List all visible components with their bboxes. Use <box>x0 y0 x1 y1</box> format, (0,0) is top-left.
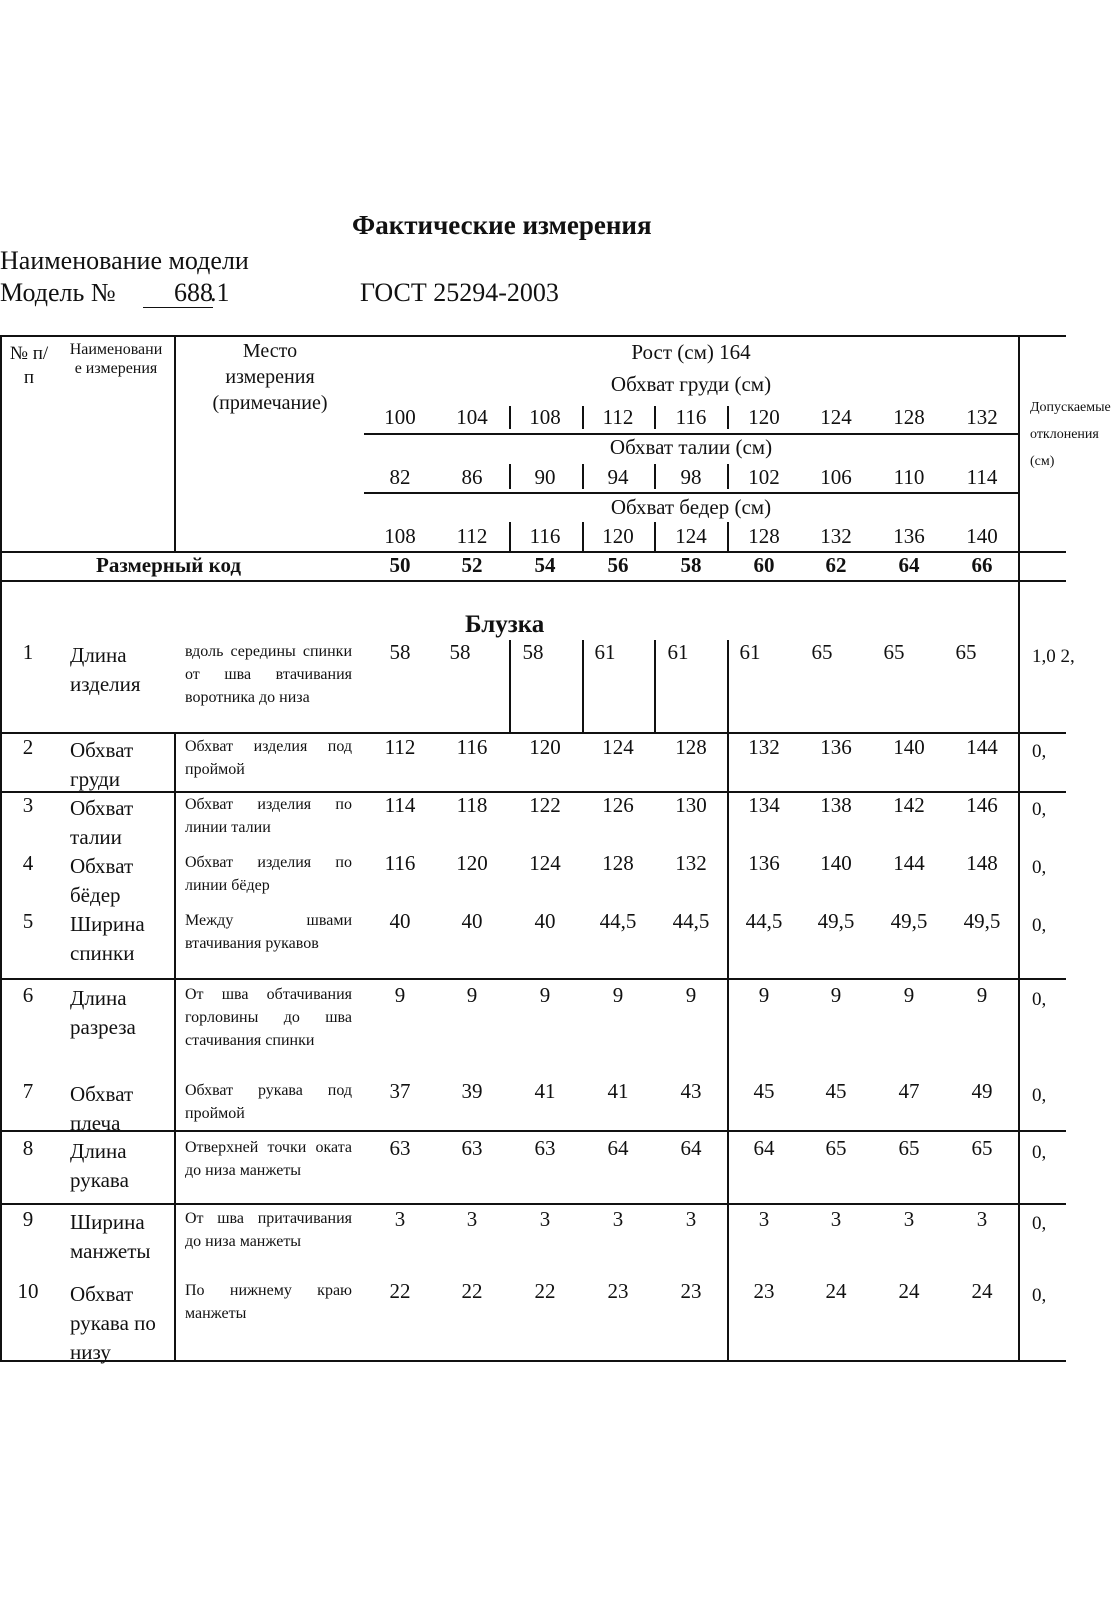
table-rule-row <box>0 1203 1066 1205</box>
measurement-place: вдоль середины спинки от шва втачивания воротника до низа <box>185 643 352 706</box>
size-separator <box>509 522 511 552</box>
measurement-value: 9 <box>394 983 406 1007</box>
measurement-place: Между швами втачивания рукавов <box>185 912 352 952</box>
measurement-tolerance: 0, <box>1032 1085 1047 1106</box>
model-label: Модель № <box>0 278 116 307</box>
measurement-value: 116 <box>456 735 488 759</box>
measurement-value: 128 <box>602 851 634 875</box>
measurement-name: Обхват груди <box>70 738 134 791</box>
measurement-value: 126 <box>602 793 634 817</box>
measurement-value: 134 <box>748 793 780 817</box>
measurement-value: 9 <box>612 983 624 1007</box>
measurement-value: 9 <box>830 983 842 1007</box>
measurement-value: 58 <box>389 640 411 664</box>
measurement-value: 3 <box>903 1207 915 1231</box>
measurement-value: 144 <box>966 735 998 759</box>
row-number: 8 <box>22 1136 34 1160</box>
waist-head: Обхват талии (см) <box>609 435 773 459</box>
size-separator <box>582 464 584 489</box>
measurement-value: 64 <box>680 1136 702 1160</box>
size-separator <box>654 406 656 429</box>
measurement-value: 144 <box>893 851 925 875</box>
row-number: 10 <box>17 1279 39 1303</box>
size-separator <box>727 522 729 552</box>
hips-size-value: 124 <box>675 524 707 548</box>
measurement-value: 45 <box>825 1079 847 1103</box>
row-number: 1 <box>22 640 34 664</box>
measurement-value: 43 <box>680 1079 702 1103</box>
measurement-place: Обхват изделия под проймой <box>185 738 352 778</box>
measurement-value: 65 <box>898 1136 920 1160</box>
size-code-value: 54 <box>534 553 556 577</box>
table-col-divider <box>1018 335 1020 1362</box>
measurement-value: 40 <box>534 909 556 933</box>
chest-head: Обхват груди (см) <box>610 372 772 396</box>
waist-size-value: 110 <box>893 465 925 489</box>
measurement-value: 24 <box>971 1279 993 1303</box>
measurement-name: Ширина манжеты <box>70 1210 151 1263</box>
measurement-name: Обхват талии <box>70 796 134 849</box>
hips-size-value: 128 <box>748 524 780 548</box>
row-number: 6 <box>22 983 34 1007</box>
waist-size-value: 86 <box>461 465 483 489</box>
size-code-value: 58 <box>680 553 702 577</box>
chest-size-value: 128 <box>893 405 925 429</box>
measurement-value: 65 <box>825 1136 847 1160</box>
measurement-value: 23 <box>680 1279 702 1303</box>
row-number: 5 <box>22 909 34 933</box>
hips-size-value: 132 <box>820 524 852 548</box>
size-separator <box>727 640 729 1360</box>
waist-size-value: 94 <box>607 465 629 489</box>
measurement-value: 44,5 <box>672 909 710 933</box>
measurement-value: 61 <box>667 640 689 664</box>
measurement-place: По нижнему краю манжеты <box>185 1282 352 1322</box>
measurement-value: 9 <box>466 983 478 1007</box>
measurement-tolerance: 0, <box>1032 989 1047 1010</box>
measurement-name: Ширина спинки <box>70 912 145 965</box>
measurement-value: 9 <box>685 983 697 1007</box>
measurement-value: 22 <box>461 1279 483 1303</box>
measurement-value: 124 <box>602 735 634 759</box>
measurement-value: 44,5 <box>745 909 783 933</box>
table-col-divider <box>174 732 176 1362</box>
row-number: 7 <box>22 1079 34 1103</box>
measurement-name: Обхват плеча <box>70 1082 134 1135</box>
measurement-value: 132 <box>675 851 707 875</box>
row-number: 9 <box>22 1207 34 1231</box>
chest-size-value: 100 <box>384 405 416 429</box>
measurement-value: 49,5 <box>963 909 1001 933</box>
measurement-tolerance: 0, <box>1032 799 1047 820</box>
size-separator <box>654 464 656 489</box>
tolerance-head: Допускаемые отклонения (см) <box>1030 400 1111 469</box>
measurement-value: 40 <box>389 909 411 933</box>
measurement-value: 63 <box>534 1136 556 1160</box>
size-code-value: 56 <box>607 553 629 577</box>
hips-size-value: 140 <box>966 524 998 548</box>
measurement-value: 132 <box>748 735 780 759</box>
chest-size-value: 116 <box>675 405 707 429</box>
measurement-value: 23 <box>753 1279 775 1303</box>
measurement-value: 3 <box>466 1207 478 1231</box>
measurement-value: 64 <box>607 1136 629 1160</box>
measurement-place: Обхват изделия по линии бёдер <box>185 854 352 894</box>
measurement-name: Длина изделия <box>70 643 141 696</box>
waist-size-value: 98 <box>680 465 702 489</box>
table-rule-waist <box>364 492 1020 494</box>
row-number: 3 <box>22 793 34 817</box>
col-number-head: № п/п <box>9 343 49 388</box>
row-number: 4 <box>22 851 34 875</box>
waist-size-value: 114 <box>966 465 998 489</box>
size-code-value: 64 <box>898 553 920 577</box>
measurement-value: 23 <box>607 1279 629 1303</box>
measurement-value: 124 <box>529 851 561 875</box>
gost-standard: ГОСТ 25294-2003 <box>360 278 559 307</box>
measurement-tolerance: 0, <box>1032 741 1047 762</box>
hips-size-value: 116 <box>529 524 561 548</box>
measurement-value: 128 <box>675 735 707 759</box>
chest-size-value: 120 <box>748 405 780 429</box>
measurement-value: 58 <box>522 640 544 664</box>
row-number: 2 <box>22 735 34 759</box>
measurement-value: 140 <box>820 851 852 875</box>
measurement-value: 49 <box>971 1079 993 1103</box>
section-title: Блузка <box>465 611 545 638</box>
hips-size-value: 136 <box>893 524 925 548</box>
size-separator <box>654 522 656 552</box>
measurement-value: 112 <box>384 735 416 759</box>
measurement-value: 61 <box>594 640 616 664</box>
measurement-value: 37 <box>389 1079 411 1103</box>
measurement-value: 45 <box>753 1079 775 1103</box>
chest-size-value: 108 <box>529 405 561 429</box>
measurement-tolerance: 0, <box>1032 1285 1047 1306</box>
hips-size-value: 120 <box>602 524 634 548</box>
chest-size-value: 104 <box>456 405 488 429</box>
measurement-value: 3 <box>612 1207 624 1231</box>
measurement-value: 22 <box>389 1279 411 1303</box>
measurement-value: 146 <box>966 793 998 817</box>
measurement-value: 120 <box>456 851 488 875</box>
measurement-tolerance: 0, <box>1032 915 1047 936</box>
measurement-value: 130 <box>675 793 707 817</box>
hips-head: Обхват бедер (см) <box>610 495 772 519</box>
waist-size-value: 106 <box>820 465 852 489</box>
measurement-value: 65 <box>811 640 833 664</box>
measurement-value: 63 <box>461 1136 483 1160</box>
measurement-tolerance: 1,0 2, <box>1032 646 1075 667</box>
measurement-value: 64 <box>753 1136 775 1160</box>
size-separator <box>727 464 729 489</box>
measurement-value: 58 <box>449 640 471 664</box>
measurement-value: 9 <box>539 983 551 1007</box>
measurement-value: 63 <box>389 1136 411 1160</box>
measurement-value: 142 <box>893 793 925 817</box>
measurement-value: 40 <box>461 909 483 933</box>
chest-size-value: 132 <box>966 405 998 429</box>
table-rule-row <box>0 978 1066 980</box>
size-code-value: 60 <box>753 553 775 577</box>
measurement-name: Обхват рукава по низу <box>70 1282 156 1364</box>
measurement-value: 41 <box>607 1079 629 1103</box>
measurement-value: 122 <box>529 793 561 817</box>
table-rule-size-code <box>0 580 1066 582</box>
measurement-place: Отверхней точки оката до низа манжеты <box>185 1139 352 1179</box>
measurement-value: 49,5 <box>890 909 928 933</box>
size-separator <box>727 406 729 429</box>
measurement-tolerance: 0, <box>1032 857 1047 878</box>
col-name-head: Наименование измерения <box>69 341 163 377</box>
size-code-label: Размерный код <box>96 553 241 577</box>
measurement-tolerance: 0, <box>1032 1213 1047 1234</box>
measurement-value: 9 <box>976 983 988 1007</box>
measurement-place: Обхват изделия по линии талии <box>185 796 352 836</box>
measurement-value: 136 <box>748 851 780 875</box>
table-border-left <box>0 335 2 1362</box>
measurement-value: 9 <box>903 983 915 1007</box>
waist-size-value: 102 <box>748 465 780 489</box>
size-code-value: 52 <box>461 553 483 577</box>
measurement-place: От шва обтачивания горловины до шва стачивания спинки <box>185 986 352 1049</box>
measurement-value: 65 <box>955 640 977 664</box>
measurement-value: 3 <box>539 1207 551 1231</box>
measurement-value: 39 <box>461 1079 483 1103</box>
measurement-value: 24 <box>825 1279 847 1303</box>
measurement-value: 3 <box>758 1207 770 1231</box>
measurement-value: 47 <box>898 1079 920 1103</box>
size-separator <box>582 522 584 552</box>
measurement-value: 3 <box>830 1207 842 1231</box>
measurement-value: 22 <box>534 1279 556 1303</box>
page-title: Фактические измерения <box>352 210 652 240</box>
measurement-value: 65 <box>971 1136 993 1160</box>
size-code-value: 50 <box>389 553 411 577</box>
measurement-value: 49,5 <box>817 909 855 933</box>
measurement-value: 120 <box>529 735 561 759</box>
table-rule-row <box>0 732 1066 734</box>
measurement-value: 116 <box>384 851 416 875</box>
waist-size-value: 82 <box>389 465 411 489</box>
measurement-value: 3 <box>394 1207 406 1231</box>
measurement-value: 41 <box>534 1079 556 1103</box>
table-border-top <box>0 335 1066 337</box>
measurement-place: От шва притачивания до низа манжеты <box>185 1210 352 1250</box>
chest-size-value: 124 <box>820 405 852 429</box>
height-head: Рост (см) 164 <box>631 340 751 364</box>
measurement-value: 61 <box>739 640 761 664</box>
table-col-divider <box>174 335 176 553</box>
size-code-value: 62 <box>825 553 847 577</box>
measurement-value: 136 <box>820 735 852 759</box>
measurement-name: Длина рукава <box>70 1139 129 1192</box>
measurement-value: 118 <box>456 793 488 817</box>
measurement-value: 114 <box>384 793 416 817</box>
measurement-value: 138 <box>820 793 852 817</box>
measurement-tolerance: 0, <box>1032 1142 1047 1163</box>
model-number-suffix: .1 <box>210 278 230 307</box>
size-code-value: 66 <box>971 553 993 577</box>
hips-size-value: 112 <box>456 524 488 548</box>
model-name-label: Наименование модели <box>0 246 249 275</box>
measurement-value: 3 <box>685 1207 697 1231</box>
measurement-name: Обхват бёдер <box>70 854 134 907</box>
measurement-value: 65 <box>883 640 905 664</box>
col-place-head: Место измерения (примечание) <box>212 340 328 414</box>
measurement-value: 140 <box>893 735 925 759</box>
measurement-value: 44,5 <box>599 909 637 933</box>
measurement-value: 3 <box>976 1207 988 1231</box>
size-separator <box>582 406 584 429</box>
size-separator <box>509 464 511 489</box>
measurement-place: Обхват рукава под проймой <box>185 1082 352 1122</box>
measurement-value: 9 <box>758 983 770 1007</box>
size-separator <box>509 406 511 429</box>
measurement-name: Длина разреза <box>70 986 136 1039</box>
model-number: 688 <box>143 280 213 308</box>
measurement-value: 24 <box>898 1279 920 1303</box>
hips-size-value: 108 <box>384 524 416 548</box>
chest-size-value: 112 <box>602 405 634 429</box>
waist-size-value: 90 <box>534 465 556 489</box>
measurement-value: 148 <box>966 851 998 875</box>
